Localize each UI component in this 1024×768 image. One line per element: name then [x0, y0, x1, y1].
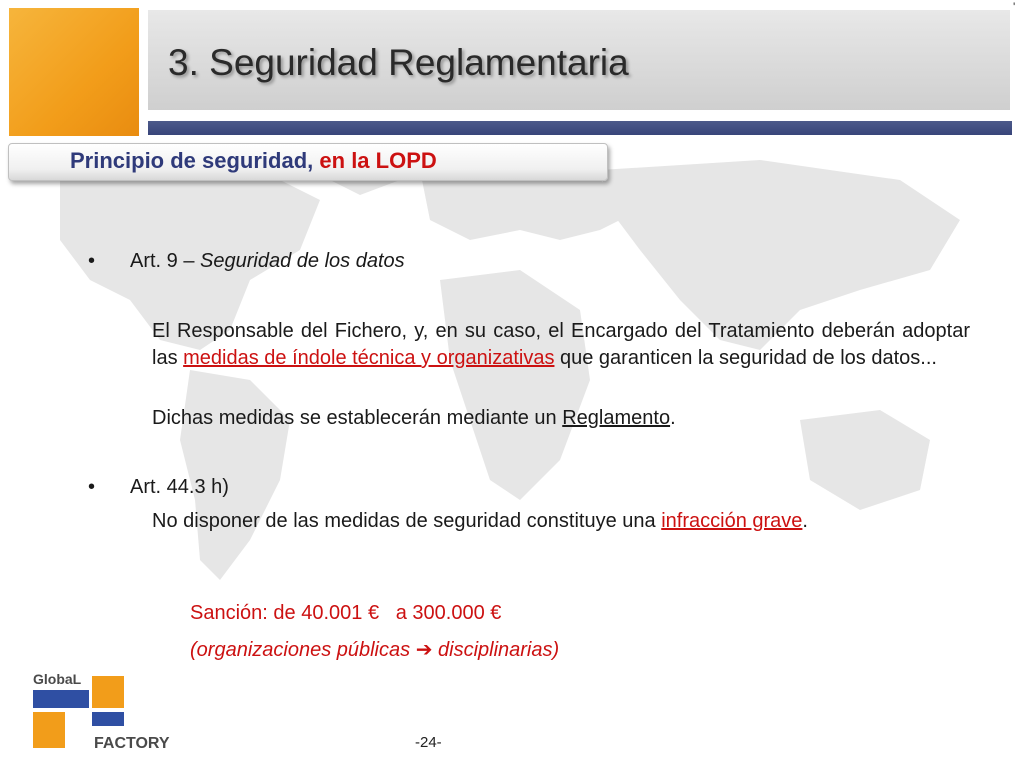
sancion-label: Sanción:	[190, 602, 268, 624]
sancion-line	[190, 602, 501, 625]
sancion-note-a: (organizaciones públicas	[190, 639, 416, 661]
art9-p2-text: Dichas medidas se establecerán mediante un	[152, 407, 563, 429]
page-number: -24-	[415, 734, 442, 751]
art9-label-italic: Seguridad de los datos	[200, 250, 405, 272]
art44-text: No disponer de las medidas de seguridad constituye una	[152, 510, 662, 532]
art9-heading	[130, 250, 405, 273]
bullet-art44: •	[88, 476, 96, 498]
art9-p2-text-end: .	[670, 407, 676, 429]
art9-p1-text-end: que garanticen la seguridad de los datos...	[554, 347, 937, 369]
art44-paragraph	[152, 508, 970, 535]
art9-paragraph-1	[152, 318, 970, 372]
page-title: 3. Seguridad Reglamentaria	[168, 42, 629, 83]
art44-heading: Art. 44.3 h)	[130, 476, 229, 498]
art9-label: Art. 9 –	[130, 250, 201, 272]
art44-text-end: .	[802, 510, 808, 532]
corner-mark: '	[1013, 0, 1016, 14]
bullet-art9: •	[88, 250, 96, 272]
art44-highlight: infracción grave	[661, 510, 803, 532]
subtitle-main: Principio de seguridad,	[70, 148, 314, 173]
logo-bottom-text: FACTORY	[94, 735, 170, 752]
art9-p1-highlight: medidas de índole técnica y organizativas	[183, 347, 555, 369]
sancion-note	[190, 637, 559, 662]
art9-paragraph-2	[152, 405, 970, 432]
subtitle-highlight: en la LOPD	[319, 148, 437, 173]
sancion-note-b: disciplinarias)	[432, 639, 560, 661]
logo-top-text: GlobaL	[33, 671, 82, 687]
global-factory-logo	[30, 668, 180, 758]
art9-p1-text: El Responsable del Fichero, y, en su caso, el Encargado del Tratamiento deberán adoptar las	[152, 320, 970, 369]
arrow-icon: ➔	[415, 639, 433, 661]
art9-p2-highlight: Reglamento	[562, 407, 671, 429]
sancion-value: de 40.001 € a 300.000 €	[273, 602, 502, 624]
